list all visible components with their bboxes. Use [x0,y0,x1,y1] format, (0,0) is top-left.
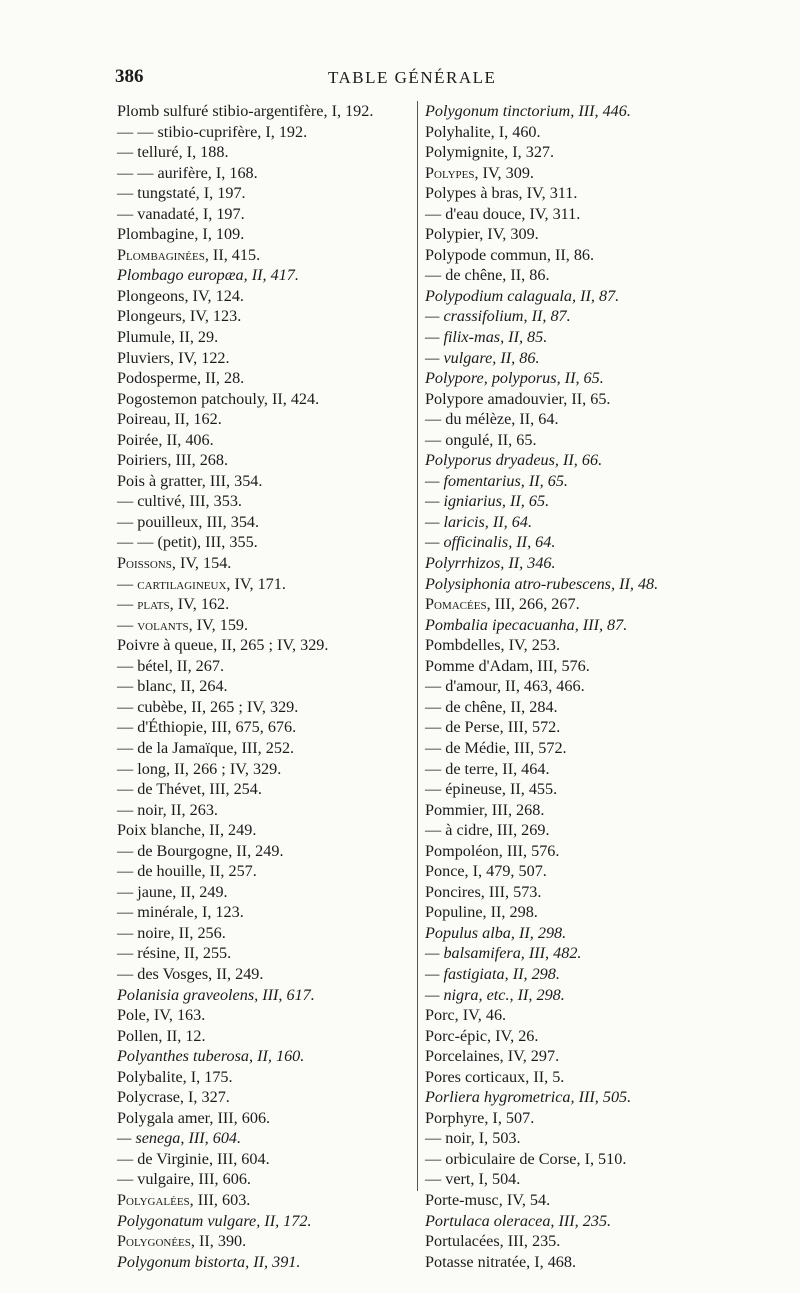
index-entry: Plongeons, IV, 124. [117,286,244,305]
index-entry: — des Vosges, II, 249. [117,964,264,983]
index-entry: Pombalia ipecacuanha, III, 87. [425,615,628,634]
index-entry: — de Bourgogne, II, 249. [117,841,284,860]
index-entry: — laricis, II, 64. [425,512,533,531]
index-entry: — de terre, II, 464. [425,759,550,778]
page-header [0,66,800,96]
index-entry: — à cidre, III, 269. [425,821,550,840]
index-entry: — balsamifera, III, 482. [425,944,582,963]
index-column-right [425,101,690,1272]
index-entry: Polypes, IV, 309. [425,163,534,182]
index-entry: Poirée, II, 406. [117,430,214,449]
index-entry: Polanisia graveolens, III, 617. [117,985,315,1004]
index-entry: Polygonatum vulgare, II, 172. [117,1211,312,1230]
index-entry: Polyanthes tuberosa, II, 160. [117,1047,305,1066]
index-entry: Polypodium calaguala, II, 87. [425,286,620,305]
index-entry: Ponce, I, 479, 507. [425,862,547,881]
index-entry: — jaune, II, 249. [117,882,228,901]
index-entry: — minérale, I, 123. [117,903,244,922]
index-entry: Poireau, II, 162. [117,410,222,429]
index-entry: — épineuse, II, 455. [425,780,558,799]
index-entry: — senega, III, 604. [117,1129,242,1148]
index-entry: Pompoléon, III, 576. [425,841,560,860]
index-entry: — fastigiata, II, 298. [425,964,560,983]
index-entry: — crassifolium, II, 87. [425,307,571,326]
index-entry: — telluré, I, 188. [117,143,229,162]
index-entry: Polyporus dryadeus, II, 66. [425,451,603,470]
index-entry: Polygonum tinctorium, III, 446. [425,102,631,120]
index-entry: Porte-musc, IV, 54. [425,1190,551,1209]
index-entry: Polypore, polyporus, II, 65. [425,369,604,388]
index-entry: — ongulé, II, 65. [425,430,537,449]
index-entry: — cultivé, III, 353. [117,492,242,511]
index-entry: — d'Éthiopie, III, 675, 676. [117,718,297,737]
index-entry: Polygonées, II, 390. [117,1232,247,1251]
index-entry: Porc, IV, 46. [425,1006,507,1025]
index-entry: — fomentarius, II, 65. [425,471,568,490]
index-entry: Potasse nitratée, I, 468. [425,1252,577,1271]
index-entry: Polypier, IV, 309. [425,225,539,244]
index-entry: Populine, II, 298. [425,903,538,922]
index-column-left [117,101,417,1272]
index-entry: Polybalite, I, 175. [117,1067,233,1086]
index-entry: — de Thévet, III, 254. [117,780,262,799]
index-entry: Pole, IV, 163. [117,1006,206,1025]
index-entry: — vulgare, II, 86. [425,348,540,367]
index-entry: — noir, I, 503. [425,1129,521,1148]
page-number: 386 [115,66,144,87]
index-entry: — nigra, etc., II, 298. [425,985,565,1004]
index-entry: — de Perse, III, 572. [425,718,561,737]
index-entry: — — aurifère, I, 168. [117,163,258,182]
index-entry: — vulgaire, III, 606. [117,1170,251,1189]
index-entry: Pommier, III, 268. [425,800,545,819]
index-entry: — cubèbe, II, 265 ; IV, 329. [117,697,299,716]
index-entry: Plombaginées, II, 415. [117,245,261,264]
index-entry: Polygalées, III, 603. [117,1190,251,1209]
index-entry: Pores corticaux, II, 5. [425,1067,565,1086]
index-entry: — blanc, II, 264. [117,677,228,696]
index-entry: Polypore amadouvier, II, 65. [425,389,611,408]
index-entry: — — (petit), III, 355. [117,533,258,552]
index-entry: Pomme d'Adam, III, 576. [425,656,590,675]
index-entry: Porphyre, I, 507. [425,1108,535,1127]
index-entry: — de Médie, III, 572. [425,738,567,757]
index-entry: — d'amour, II, 463, 466. [425,677,585,696]
running-title: TABLE GÉNÉRALE [328,68,497,87]
index-entry: Plumule, II, 29. [117,328,219,347]
index-entry: — pouilleux, III, 354. [117,512,260,531]
index-entry: Poivre à queue, II, 265 ; IV, 329. [117,636,329,655]
index-entry: — de Virginie, III, 604. [117,1149,270,1168]
index-entry: Pollen, II, 12. [117,1026,206,1045]
column-divider [417,101,418,1191]
index-entry: Polygala amer, III, 606. [117,1108,271,1127]
index-entry: — volants, IV, 159. [117,615,249,634]
index-entry: Poix blanche, II, 249. [117,821,257,840]
index-entry: Portulacées, III, 235. [425,1232,561,1251]
index-entry: — officinalis, II, 64. [425,533,556,552]
index-entry: — tungstaté, I, 197. [117,184,246,203]
index-entry: Pomacées, III, 266, 267. [425,595,580,614]
index-entry: — du mélèze, II, 64. [425,410,559,429]
index-entry: — cartilagineux, IV, 171. [117,574,286,593]
index-entry: Pluviers, IV, 122. [117,348,230,367]
index-entry: Polypes à bras, IV, 311. [425,184,578,203]
index-entry: — de chêne, II, 284. [425,697,558,716]
index-entry: — vanadaté, I, 197. [117,204,245,223]
index-entry: — plats, IV, 162. [117,595,230,614]
index-entry: Pogostemon patchouly, II, 424. [117,389,320,408]
index-entry: — de chêne, II, 86. [425,266,550,285]
index-entry: — de houille, II, 257. [117,862,257,881]
index-entry: Porliera hygrometrica, III, 505. [425,1088,632,1107]
index-entry: Polygonum bistorta, II, 391. [117,1252,301,1271]
index-entry: Poncires, III, 573. [425,882,542,901]
index-entry: — vert, I, 504. [425,1170,521,1189]
index-entry: — noire, II, 256. [117,923,226,942]
index-entry: — de la Jamaïque, III, 252. [117,738,295,757]
index-entry: Pois à gratter, III, 354. [117,471,263,490]
index-entry: Plomb sulfuré stibio-argentifère, I, 192. [117,102,374,120]
index-entry: — — stibio-cuprifère, I, 192. [117,122,308,141]
index-entry: Polymignite, I, 327. [425,143,555,162]
index-entry: — filix-mas, II, 85. [425,328,548,347]
index-entry: Poiriers, III, 268. [117,451,229,470]
index-entry: Portulaca oleracea, III, 235. [425,1211,612,1230]
index-entry: — bétel, II, 267. [117,656,224,675]
index-entry: Pombdelles, IV, 253. [425,636,561,655]
index-entry: — orbiculaire de Corse, I, 510. [425,1149,627,1168]
index-entry: — igniarius, II, 65. [425,492,550,511]
index-entry: Polysiphonia atro-rubescens, II, 48. [425,574,659,593]
index-entry: — d'eau douce, IV, 311. [425,204,581,223]
index-entry: Polypode commun, II, 86. [425,245,595,264]
index-entry: — résine, II, 255. [117,944,232,963]
index-entry: — long, II, 266 ; IV, 329. [117,759,282,778]
index-entry: Polycrase, I, 327. [117,1088,230,1107]
index-entry: Poissons, IV, 154. [117,554,232,573]
index-entry: Plombago europæa, II, 417. [117,266,299,285]
index-entry: Polyrrhizos, II, 346. [425,554,556,573]
index-entry: Porc-épic, IV, 26. [425,1026,539,1045]
index-entry: Porcelaines, IV, 297. [425,1047,560,1066]
index-entry: Plombagine, I, 109. [117,225,245,244]
index-entry: Polyhalite, I, 460. [425,122,541,141]
index-entry: Populus alba, II, 298. [425,923,567,942]
index-entry: Podosperme, II, 28. [117,369,245,388]
index-entry: Plongeurs, IV, 123. [117,307,242,326]
index-entry: — noir, II, 263. [117,800,218,819]
